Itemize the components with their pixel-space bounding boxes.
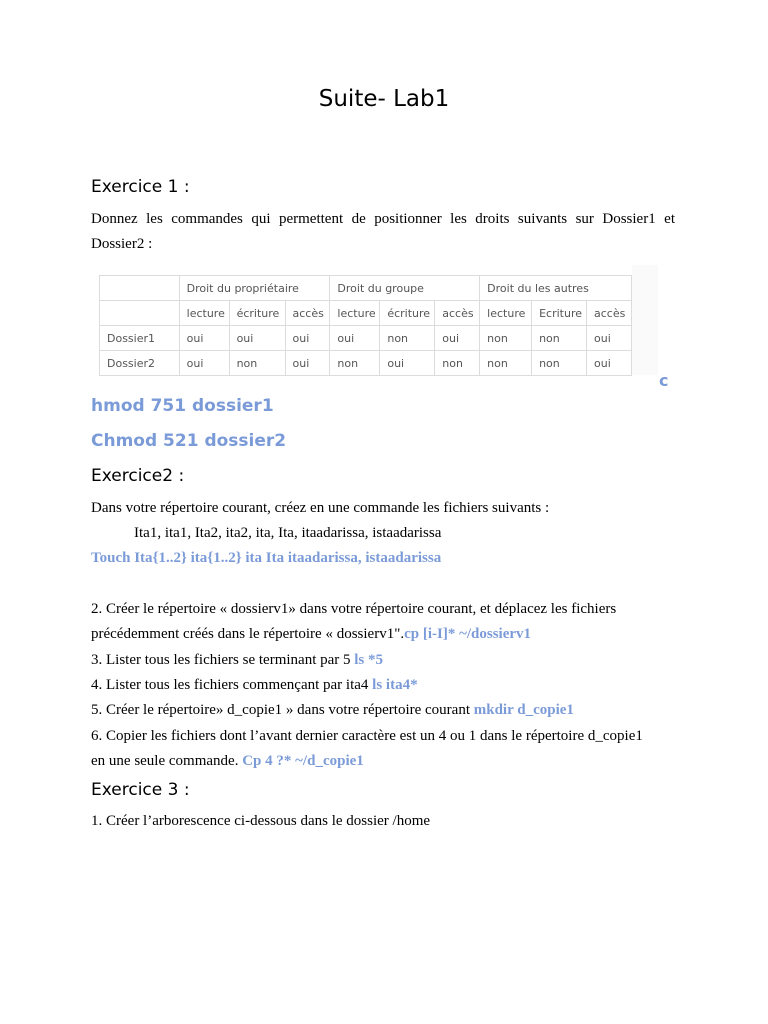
table-corner-cell (100, 276, 180, 301)
sub-header: accès (285, 301, 330, 326)
table-row (100, 351, 632, 376)
question3 (91, 648, 675, 673)
question5-text: 5. Créer le répertoire» d_copie1 » dans votre répertoire courant (91, 702, 474, 718)
table-cell: oui (587, 351, 632, 376)
table-sub-header-row (100, 301, 632, 326)
question6-line1: 6. Copier les fichiers dont l’avant dernier caractère est un 4 ou 1 dans le répertoire d_copie1 (91, 728, 643, 744)
table-cell: non (480, 326, 532, 351)
rights-table (99, 275, 632, 376)
exercice1-intro-line2: Dossier2 : (91, 236, 153, 252)
table-cell: non (532, 351, 587, 376)
answer-ls-5: ls *5 (354, 652, 384, 668)
table-cell: oui (587, 326, 632, 351)
table-cell: oui (380, 351, 435, 376)
question6-line2 (91, 749, 675, 774)
sub-header: écriture (380, 301, 435, 326)
table-cell: oui (179, 326, 229, 351)
sub-header: lecture (480, 301, 532, 326)
table-cell: non (480, 351, 532, 376)
answer-touch-command: Touch Ita{1..2} ita{1..2} ita Ita itaadarissa, istaadarissa (91, 550, 442, 566)
answer-cp-dossierv1: cp [i-I]* ~/dossierv1 (404, 626, 532, 642)
exercice3-question1: 1. Créer l’arborescence ci-dessous dans le dossier /home (91, 813, 431, 829)
table-cell: oui (285, 351, 330, 376)
page-title: Suite- Lab1 (318, 86, 450, 112)
exercice1-intro-line1: Donnez les commandes qui permettent de positionner les droits suivants sur Dossier1 et (91, 211, 675, 227)
answer-fragment-c: c (659, 371, 669, 390)
table-cell: oui (229, 326, 285, 351)
table-cell: non (229, 351, 285, 376)
answer-mkdir: mkdir d_copie1 (473, 702, 574, 718)
exercice1-heading: Exercice 1 : (91, 177, 190, 197)
row-label: Dossier2 (100, 351, 180, 376)
sub-header: lecture (179, 301, 229, 326)
table-cell: non (532, 326, 587, 351)
table-group-header-row (100, 276, 632, 301)
row-label: Dossier1 (100, 326, 180, 351)
question2-line2 (91, 622, 675, 647)
group-header-group: Droit du groupe (330, 276, 480, 301)
table-image-edge (632, 265, 658, 375)
exercice2-intro: Dans votre répertoire courant, créez en une commande les fichiers suivants : (91, 500, 550, 516)
table-cell: oui (435, 326, 480, 351)
table-cell: non (330, 351, 380, 376)
question3-text: 3. Lister tous les fichiers se terminant par 5 (91, 652, 355, 668)
exercice2-file-list: Ita1, ita1, Ita2, ita2, ita, Ita, itaadarissa, istaadarissa (134, 525, 442, 541)
question6-text: en une seule commande. (91, 753, 243, 769)
question4 (91, 673, 675, 698)
table-cell: non (380, 326, 435, 351)
table-cell: oui (330, 326, 380, 351)
table-cell: oui (179, 351, 229, 376)
sub-header: lecture (330, 301, 380, 326)
exercice2-heading: Exercice2 : (91, 466, 185, 486)
sub-header: accès (435, 301, 480, 326)
sub-header: Ecriture (532, 301, 587, 326)
table-row (100, 326, 632, 351)
group-header-owner: Droit du propriétaire (179, 276, 330, 301)
question2-text: précédemment créés dans le répertoire « dossierv1". (91, 626, 405, 642)
question4-text: 4. Lister tous les fichiers commençant par ita4 (91, 677, 373, 693)
answer-cp-d-copie1: Cp 4 ?* ~/d_copie1 (242, 753, 364, 769)
answer-chmod-dossier1: hmod 751 dossier1 (91, 396, 274, 416)
group-header-others: Droit du les autres (480, 276, 632, 301)
table-cell: oui (285, 326, 330, 351)
answer-chmod-dossier2: Chmod 521 dossier2 (91, 431, 287, 451)
table-cell: non (435, 351, 480, 376)
sub-header: accès (587, 301, 632, 326)
question2-line1: 2. Créer le répertoire « dossierv1» dans votre répertoire courant, et déplacez les fichiers (91, 601, 617, 617)
answer-ls-ita4: ls ita4* (372, 677, 418, 693)
table-sub-corner-cell (100, 301, 180, 326)
sub-header: écriture (229, 301, 285, 326)
question5 (91, 698, 675, 723)
exercice3-heading: Exercice 3 : (91, 780, 190, 800)
